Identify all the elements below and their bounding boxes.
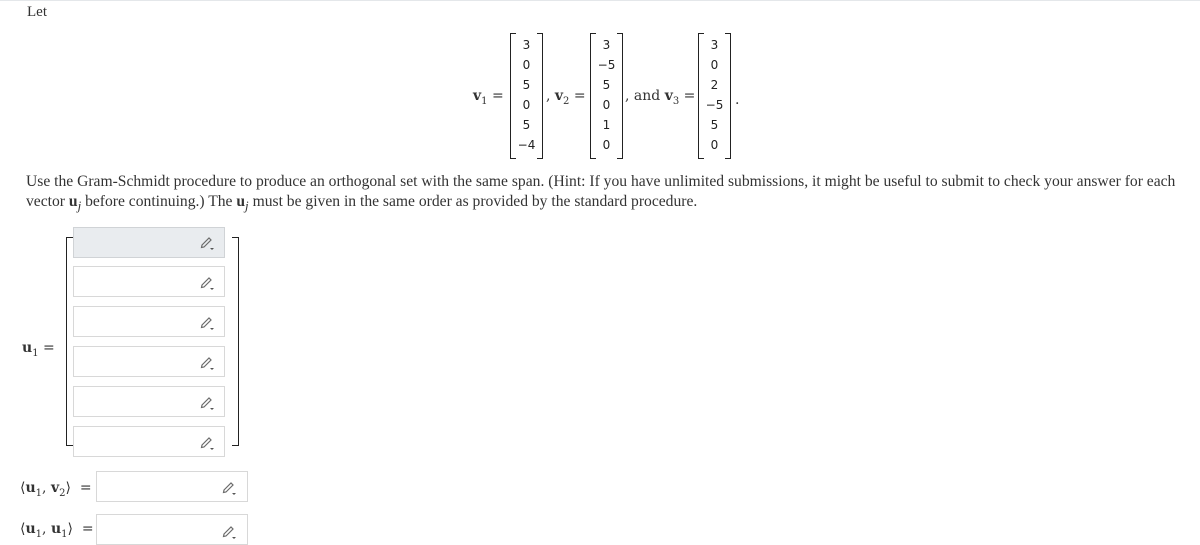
v1-entry: 5 [522,118,531,132]
v3-entry: −5 [705,98,724,112]
v3-vector [698,33,731,157]
pencil-dropdown-icon[interactable] [221,479,237,495]
v2-entry: 0 [602,98,611,112]
v3-entry: 0 [710,58,719,72]
top-divider [0,0,1200,1]
v1-entry: 0 [522,98,531,112]
inner-product-u1-v2-label: $⟨u_1$, $v_2⟩$ = [20,480,92,499]
pencil-dropdown-icon[interactable] [221,523,237,539]
v3-entry: 0 [710,138,719,152]
v1-label: $v_1$ = [473,88,504,107]
v1-entry: 3 [522,38,531,52]
v1-entry: 5 [522,78,531,92]
v1-entry: 0 [522,58,531,72]
v3-entry: 3 [710,38,719,52]
v3-label: , and $v_3$ = [625,88,696,107]
instructions-text: Use the Gram-Schmidt procedure to produce an orthogonal set with the same span. (Hint: If you have unlimited submissions, it might be useful to submit to check your answer for each vector $u_j$ before continuing.) The $u_j$ must be given in the same order as provided by the standard procedure. [26,173,1176,214]
v2-entry: 3 [602,38,611,52]
v2-entry: −5 [597,58,616,72]
sentence-period: . [735,92,740,108]
v3-entry: 5 [710,118,719,132]
inner-product-u1-u1-label: $⟨u_1$, $u_1⟩$ = [20,521,94,540]
v2-entry: 0 [602,138,611,152]
pencil-dropdown-icon[interactable] [199,234,215,250]
u1-label: $u_1$ = [22,340,55,359]
u1-right-bracket [232,237,239,446]
pencil-dropdown-icon[interactable] [199,434,215,450]
v2-entry: 5 [602,78,611,92]
pencil-dropdown-icon[interactable] [199,274,215,290]
v3-entry: 2 [710,78,719,92]
v2-entry: 1 [602,118,611,132]
intro-text: Let [27,4,47,20]
pencil-dropdown-icon[interactable] [199,314,215,330]
v2-vector [590,33,623,157]
pencil-dropdown-icon[interactable] [199,354,215,370]
v1-vector [510,33,543,157]
v1-entry: −4 [517,138,536,152]
u1-left-bracket [66,237,73,446]
v2-label: , $v_2$ = [546,88,586,107]
pencil-dropdown-icon[interactable] [199,394,215,410]
